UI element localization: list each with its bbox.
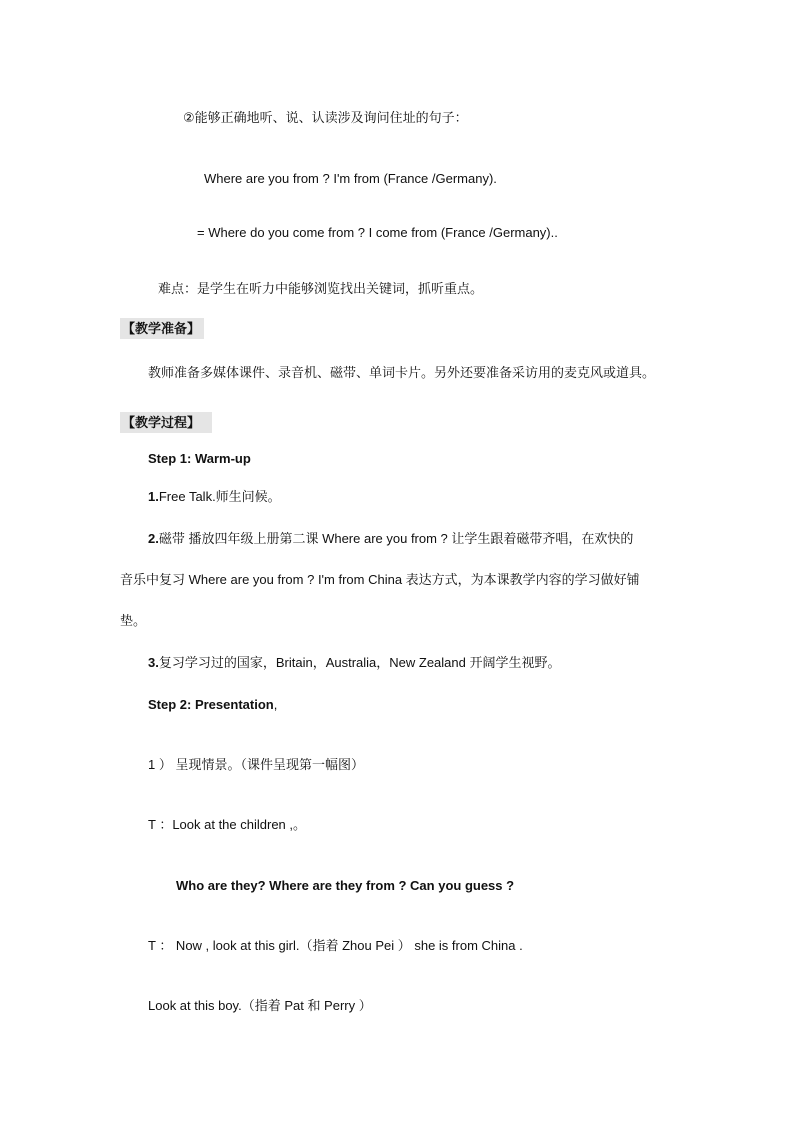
step-2-title: [148, 696, 277, 714]
teaching-prep-heading: 【教学准备】: [120, 318, 204, 339]
list-item-2-text-a: 磁带 播放四年级上册第二课 Where are you from ? 让学生跟着磁带齐唱，在欢快的: [158, 531, 634, 546]
teacher-line-2: T ： Now , look at this girl.（指着 Zhou Pei ） she is from China .: [148, 938, 523, 953]
list-item-2-line-b: 音乐中复习 Where are you from ? I'm from China 表达方式，为本课教学内容的学习做好铺: [120, 572, 640, 587]
objective-item-2: ②能够正确地听、说、认读涉及询问住址的句子：: [183, 110, 468, 125]
teaching-prep-text: 教师准备多媒体课件、录音机、磁带、单词卡片。另外还要准备采访用的麦克风或道具。: [148, 365, 656, 380]
list-item-1-text: Free Talk.师生问候。: [158, 489, 281, 504]
list-item-3: [148, 654, 560, 672]
example-sentence-2: = Where do you come from ? I come from (France /Germany)..: [197, 225, 558, 240]
sub-item-1: 1 ） 呈现情景。（课件呈现第一幅图）: [148, 757, 364, 772]
list-item-1: [148, 488, 281, 506]
step-2-label: Step 2: Presentation: [148, 697, 274, 712]
list-item-2: [148, 530, 633, 548]
example-sentence-1: Where are you from ? I'm from (France /Germany).: [204, 171, 497, 186]
teacher-question: Who are they? Where are they from ? Can you guess ?: [176, 878, 515, 893]
teacher-line-3: Look at this boy.（指着 Pat 和 Perry ）: [148, 998, 372, 1013]
list-item-1-number: 1.: [148, 489, 159, 504]
list-item-2-number: 2.: [148, 531, 159, 546]
teacher-line-1: T ：Look at the children ,。: [148, 817, 307, 832]
list-item-2-line-c: 垫。: [120, 613, 147, 628]
difficulty-note: 难点：是学生在听力中能够浏览找出关键词，抓听重点。: [158, 281, 484, 296]
step-1-title: Step 1: Warm-up: [148, 451, 251, 466]
list-item-3-number: 3.: [148, 655, 159, 670]
list-item-3-text: 复习学习过的国家，Britain，Australia，New Zealand 开阔学生视野。: [158, 655, 561, 670]
step-2-tail: ,: [273, 697, 278, 712]
teaching-process-heading: 【教学过程】: [120, 412, 212, 433]
